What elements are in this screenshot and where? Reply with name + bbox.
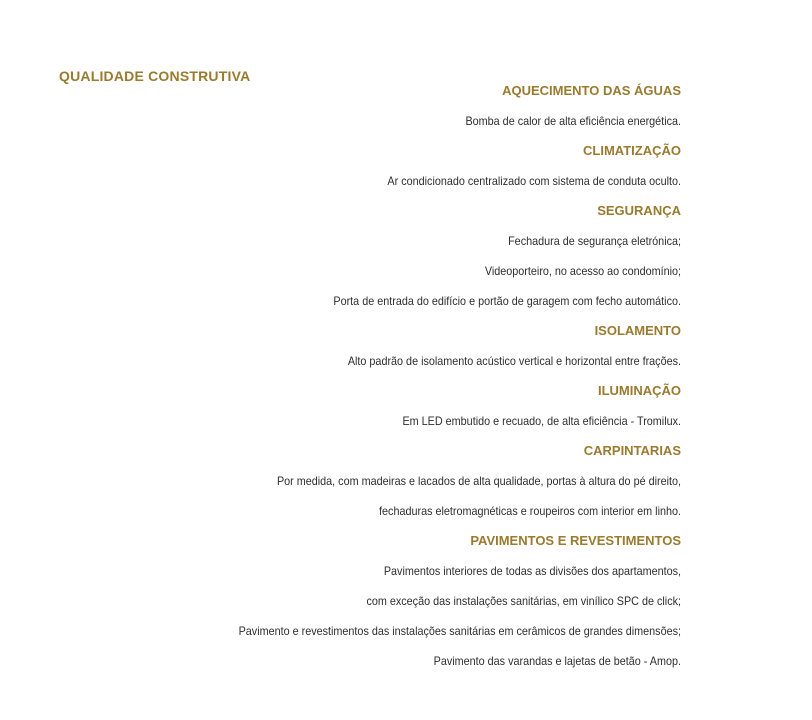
section-iluminacao <box>81 380 681 432</box>
section-line: fechaduras eletromagnéticas e roupeiros com interior em linho. <box>379 504 681 518</box>
section-line: Pavimento das varandas e lajetas de betão - Amop. <box>433 654 681 668</box>
section-heading: ISOLAMENTO <box>594 323 681 338</box>
section-heading: CARPINTARIAS <box>583 443 681 458</box>
section-line: Videoporteiro, no acesso ao condomínio; <box>484 264 681 278</box>
page-title: QUALIDADE CONSTRUTIVA <box>59 68 251 84</box>
section-line: Fechadura de segurança eletrónica; <box>508 234 681 248</box>
section-line: Em LED embutido e recuado, de alta eficiência - Tromilux. <box>402 414 681 428</box>
section-line: Pavimento e revestimentos das instalações sanitárias em cerâmicos de grandes dimensões; <box>238 624 681 638</box>
section-line: Porta de entrada do edifício e portão de garagem com fecho automático. <box>333 294 681 308</box>
section-isolamento <box>81 320 681 372</box>
section-line: Pavimentos interiores de todas as divisões dos apartamentos, <box>383 564 681 578</box>
section-aquecimento <box>81 80 681 132</box>
section-climatizacao <box>81 140 681 192</box>
section-heading: AQUECIMENTO DAS ÁGUAS <box>502 83 681 98</box>
section-heading: ILUMINAÇÃO <box>597 383 681 398</box>
section-carpintarias <box>81 440 681 522</box>
section-line: Ar condicionado centralizado com sistema de conduta oculto. <box>387 174 681 188</box>
section-line: com exceção das instalações sanitárias, em vinílico SPC de click; <box>366 594 681 608</box>
specifications-list <box>81 80 681 680</box>
section-seguranca <box>81 200 681 312</box>
section-pavimentos <box>81 530 681 672</box>
section-heading: SEGURANÇA <box>597 203 681 218</box>
section-line: Alto padrão de isolamento acústico vertical e horizontal entre frações. <box>347 354 681 368</box>
section-heading: PAVIMENTOS E REVESTIMENTOS <box>470 533 681 548</box>
section-line: Por medida, com madeiras e lacados de alta qualidade, portas à altura do pé direito, <box>276 474 681 488</box>
section-heading: CLIMATIZAÇÃO <box>583 143 681 158</box>
section-line: Bomba de calor de alta eficiência energética. <box>465 114 681 128</box>
